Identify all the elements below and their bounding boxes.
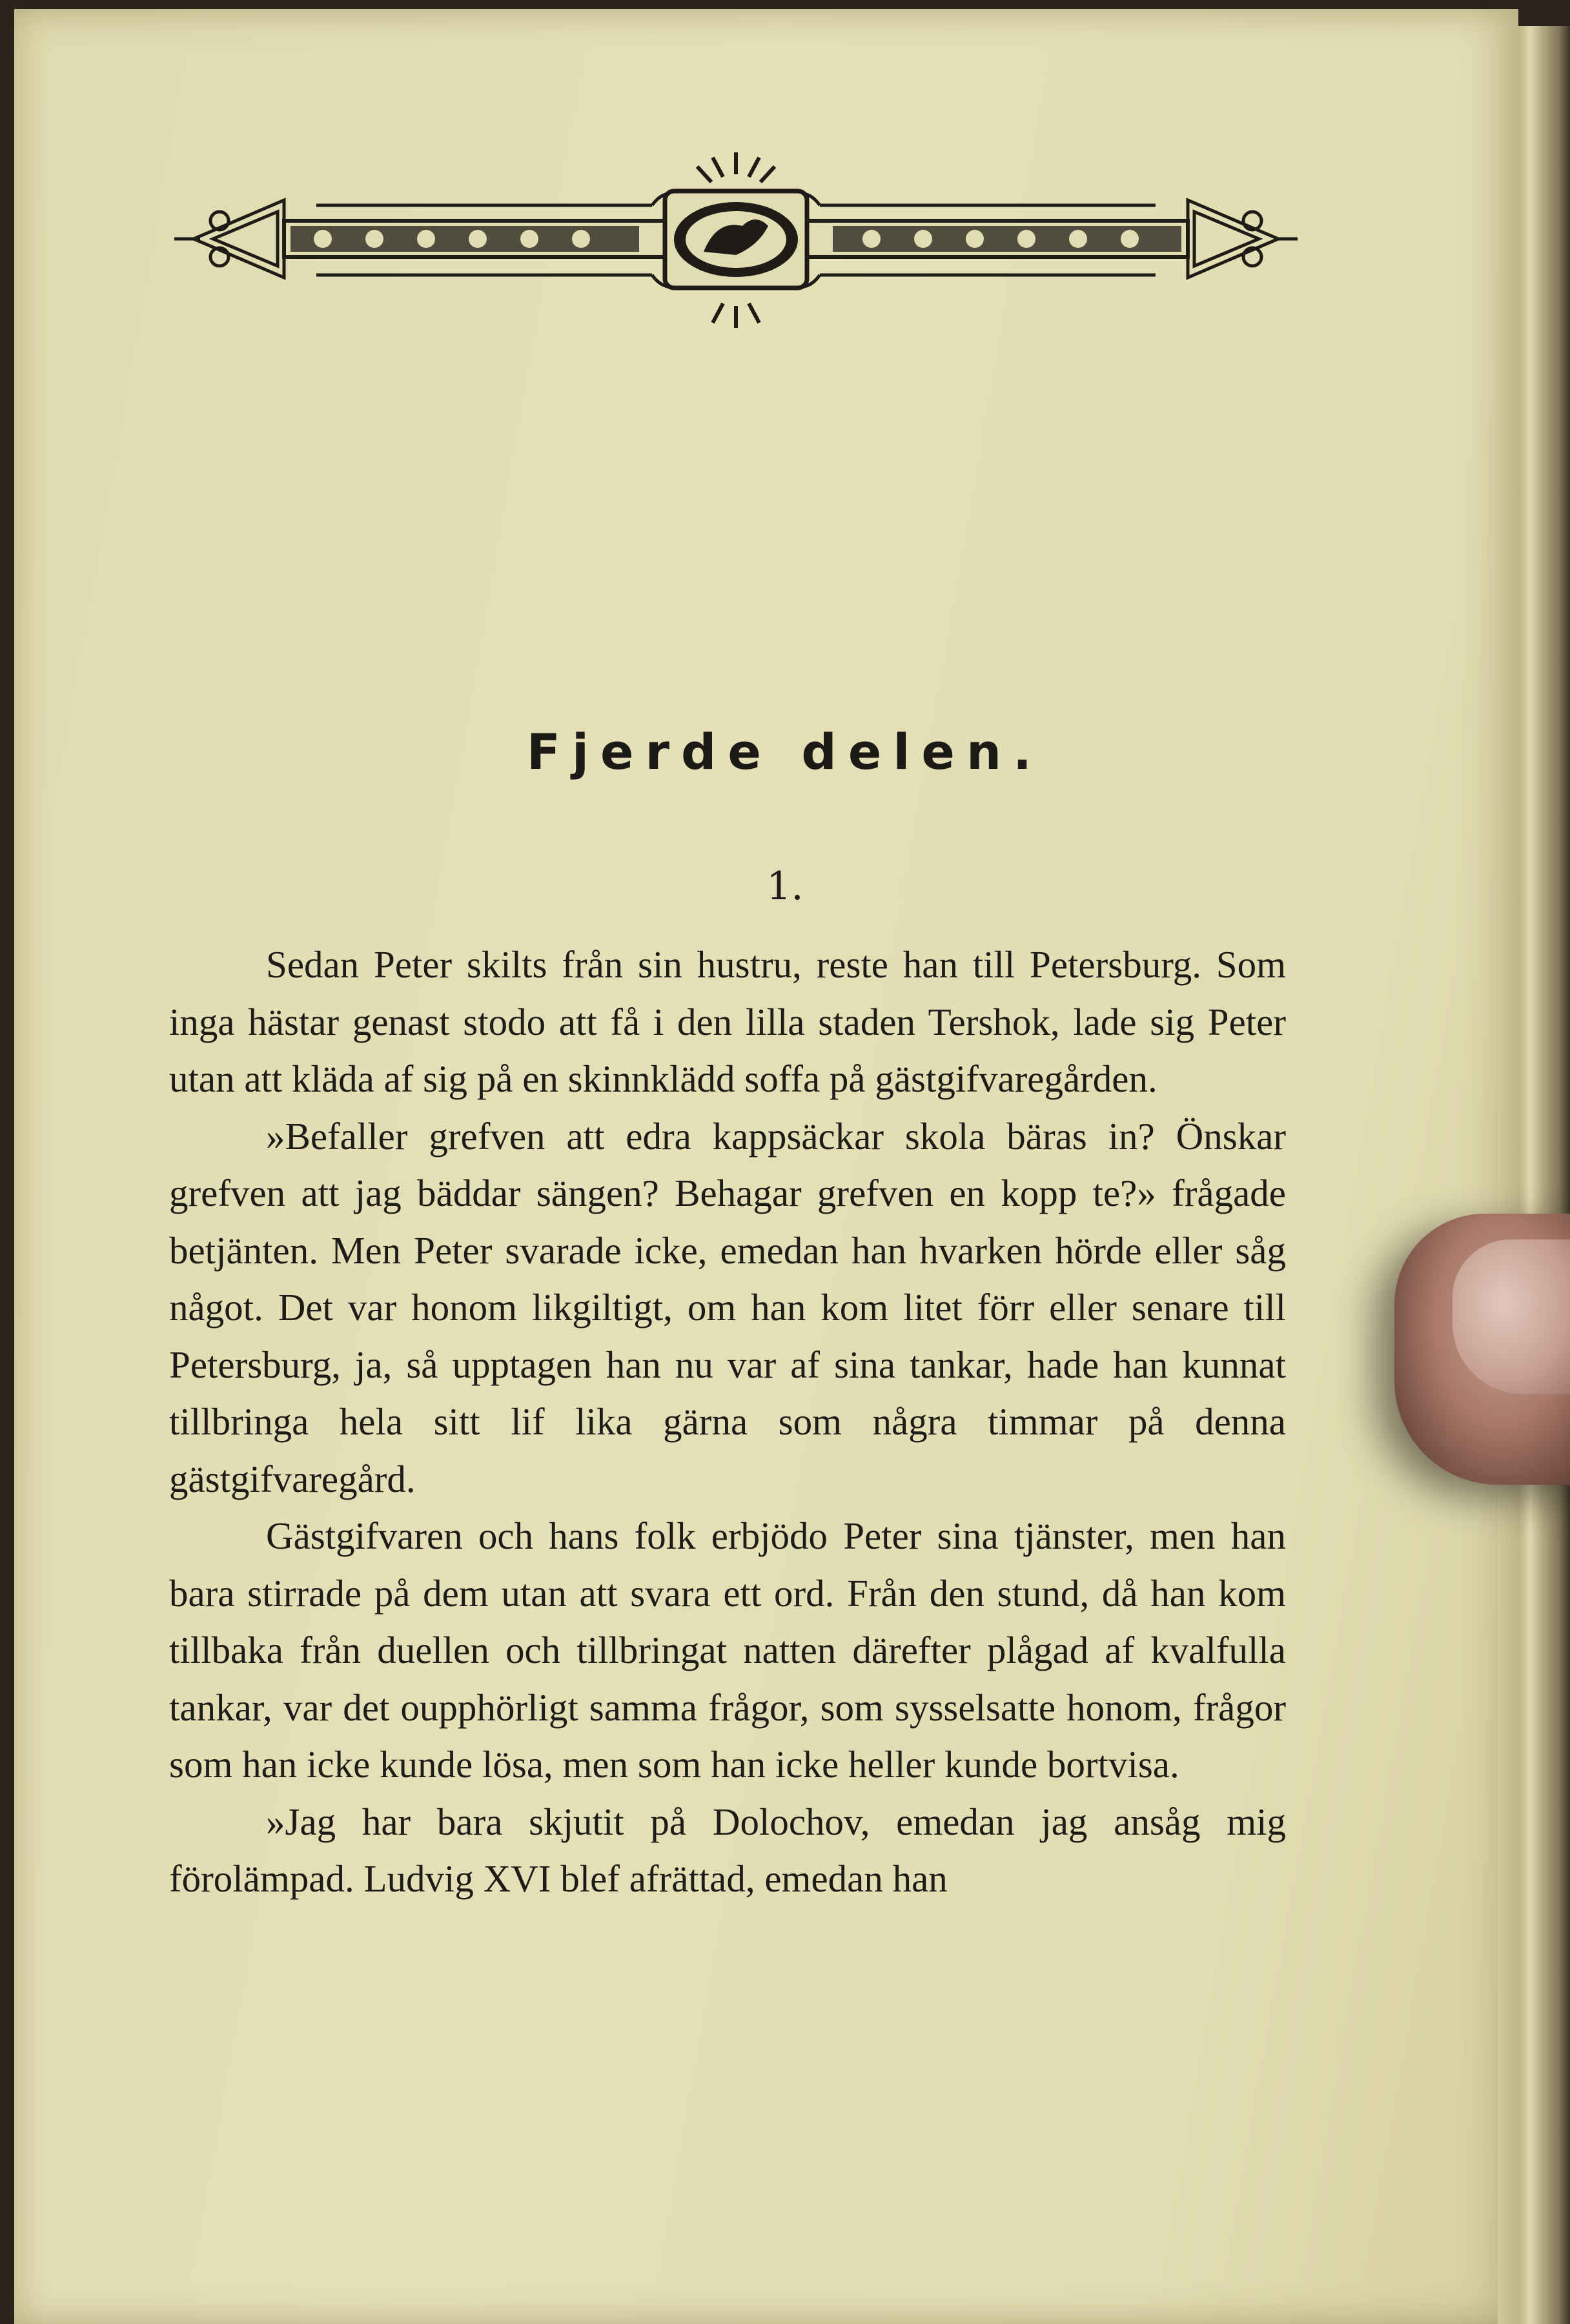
decorative-header-ornament bbox=[174, 148, 1298, 342]
body-text bbox=[169, 936, 1286, 1908]
paragraph: Sedan Peter skilts från sin hustru, reste han till Petersburg. Som inga hästar genast stodo att få i den lilla staden Tershok, lade sig Peter utan att kläda af sig på en skinnklädd soffa på gästgifvaregården. bbox=[169, 943, 1286, 1100]
paragraph: »Jag har bara skjutit på Dolochov, emedan jag ansåg mig förolämpad. Ludvig XVI blef afrättad, emedan han bbox=[169, 1800, 1286, 1900]
paragraph: Gästgifvaren och hans folk erbjödo Peter sina tjänster, men han bara stirrade på dem utan att svara ett ord. Från den stund, då han kom tillbaka från duellen och tillbringat natten därefter plågad af kvalfulla tankar, var det oupphörligt samma frågor, som sysselsatte honom, frågor som han icke kunde lösa, men som han icke heller kunde bortvisa. bbox=[169, 1514, 1286, 1786]
page-edges bbox=[1498, 26, 1570, 2324]
chapter-title: Fjerde delen. bbox=[527, 723, 1043, 780]
section-number: 1. bbox=[766, 864, 804, 909]
paragraph: »Befaller grefven att edra kappsäckar skola bäras in? Önskar grefven att jag bäddar sängen? Behagar grefven en kopp te?» frågade betjänten. Men Peter svarade icke, emedan han hvarken hörde eller såg något. Det var honom likgiltigt, om han kom litet förr eller senare till Petersburg, ja, så upptagen han nu var af sina tankar, hade han kunnat tillbringa hela sitt lif lika gärna som några timmar på denna gästgifvaregård. bbox=[169, 1114, 1286, 1500]
